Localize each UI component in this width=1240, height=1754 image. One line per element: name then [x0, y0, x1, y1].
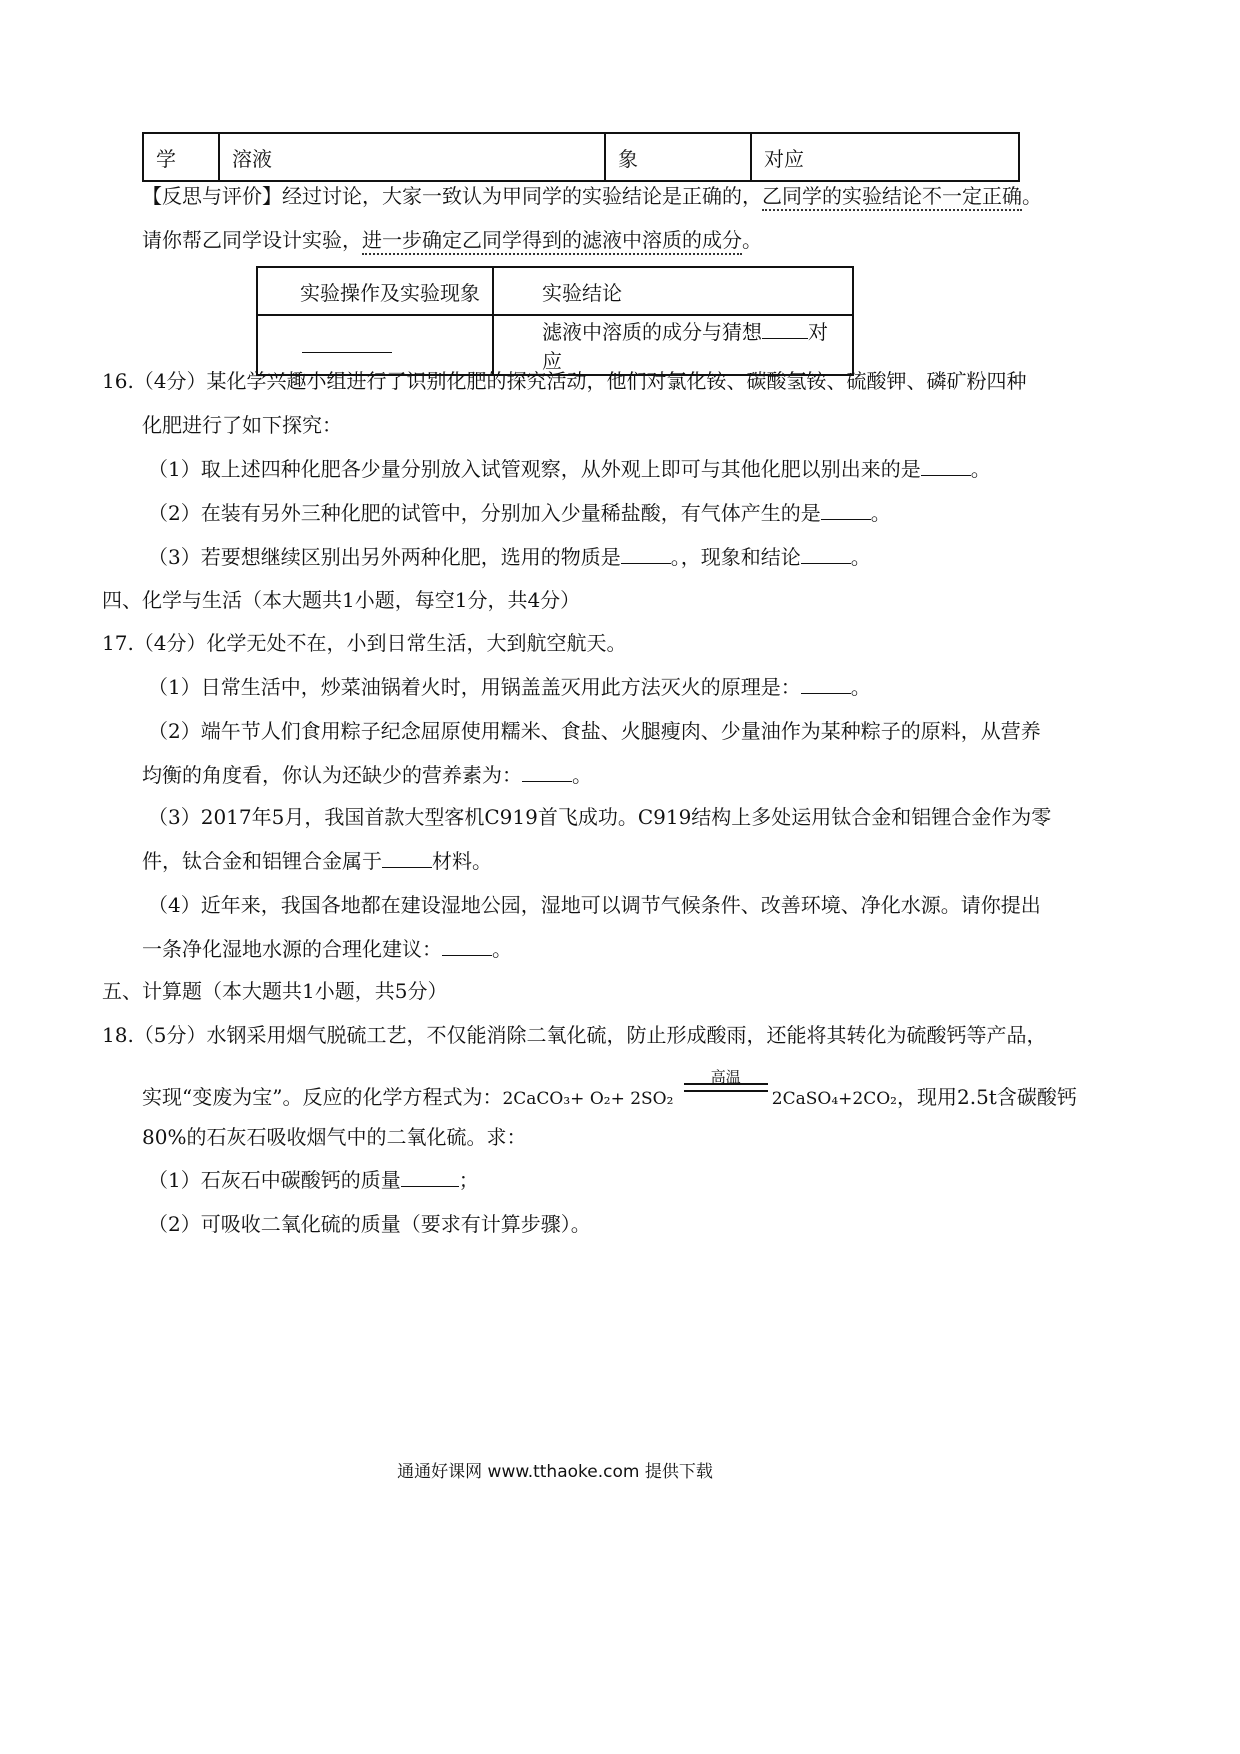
answer-blank — [442, 935, 492, 956]
dotted-emphasis: 乙同学的实验结论不一定正确 — [762, 184, 1022, 211]
q18-text: ，现用2.5t含碳酸钙 — [896, 1085, 1077, 1109]
q17-part-2-line-1: （2）端午节人们食用粽子纪念屈原使用糯米、食盐、火腿瘦肉、少量油作为某种粽子的原料，从营养 — [148, 719, 1041, 743]
reflection-text: 请你帮乙同学设计实验， — [142, 228, 362, 252]
punctuation: 。 — [850, 675, 871, 699]
q17-part-1-text: （1）日常生活中，炒菜油锅着火时，用锅盖盖灭用此方法灭火的原理是： — [148, 675, 801, 699]
q16-part-2 — [148, 499, 891, 527]
answer-blank — [621, 543, 671, 564]
answer-blank — [801, 543, 851, 564]
equation-left: 2CaCO₃+ O₂+ 2SO₂ — [502, 1089, 674, 1109]
punctuation: ； — [458, 1168, 479, 1192]
answer-blank — [302, 332, 392, 353]
section-5-heading: 五、计算题（本大题共1小题，共5分） — [102, 979, 448, 1003]
reflection-line-1 — [142, 182, 1042, 210]
punctuation: 。 — [970, 457, 991, 481]
reflection-text: 【反思与评价】经过讨论，大家一致认为甲同学的实验结论是正确的， — [142, 184, 762, 208]
punctuation: 。 — [870, 501, 891, 525]
answer-blank — [401, 1166, 459, 1187]
q18-part-2: （2）可吸收二氧化硫的质量（要求有计算步骤）。 — [148, 1212, 591, 1236]
top-table-cell: 学 — [143, 133, 219, 181]
q16-part-3-text: （3）若要想继续区别出另外两种化肥，选用的物质是 — [148, 545, 621, 569]
q16-part-3 — [148, 543, 871, 571]
design-table — [256, 266, 854, 376]
q16-stem-line-1: 16.（4分）某化学兴趣小组进行了识别化肥的探究活动，他们对氯化铵、碳酸氢铵、硫酸钾、磷矿粉四种 — [102, 369, 1027, 393]
answer-blank — [762, 318, 808, 339]
punctuation: 。 — [492, 937, 512, 961]
q17-part-3-text: 材料。 — [432, 849, 492, 873]
answer-blank — [522, 761, 572, 782]
q18-part-1 — [148, 1166, 479, 1194]
conclusion-text: 对应 — [542, 320, 828, 373]
q17-part-4-text: 一条净化湿地水源的合理化建议： — [142, 937, 442, 961]
design-header-operation: 实验操作及实验现象 — [257, 267, 493, 315]
top-table-cell: 溶液 — [219, 133, 605, 181]
q16-part-3-text: 。，现象和结论 — [670, 545, 801, 569]
q17-part-4-line-1: （4）近年来，我国各地都在建设湿地公园，湿地可以调节气候条件、改善环境、净化水源。请你提出 — [148, 893, 1041, 917]
reflection-text: 。 — [1022, 184, 1042, 208]
answer-blank — [921, 455, 971, 476]
q18-stem-line-1: 18.（5分）水钢采用烟气脱硫工艺，不仅能消除二氧化硫，防止形成酸雨，还能将其转化为硫酸钙等产品， — [102, 1023, 1047, 1047]
top-table-cell: 象 — [605, 133, 751, 181]
equation-right: 2CaSO₄+2CO₂ — [771, 1089, 897, 1109]
q16-part-1 — [148, 455, 991, 483]
top-table — [142, 132, 1020, 182]
q18-part-1-text: （1）石灰石中碳酸钙的质量 — [148, 1168, 401, 1192]
q16-part-2-text: （2）在装有另外三种化肥的试管中，分别加入少量稀盐酸，有气体产生的是 — [148, 501, 821, 525]
punctuation: 。 — [572, 763, 592, 787]
top-table-cell: 对应 — [751, 133, 1019, 181]
dotted-emphasis: 进一步确定乙同学得到的滤液中溶质的成分 — [362, 228, 742, 255]
q16-part-1-text: （1）取上述四种化肥各少量分别放入试管观察，从外观上即可与其他化肥以别出来的是 — [148, 457, 921, 481]
answer-blank — [801, 673, 851, 694]
q17-part-4-line-2 — [142, 935, 512, 963]
section-4-heading: 四、化学与生活（本大题共1小题，每空1分，共4分） — [102, 588, 581, 612]
equation-condition: 高温 — [710, 1068, 741, 1086]
design-conclusion-cell — [493, 315, 853, 375]
q18-text: 实现“变废为宝”。反应的化学方程式为： — [142, 1085, 503, 1109]
answer-blank — [382, 847, 432, 868]
q16-stem-line-2: 化肥进行了如下探究： — [142, 413, 342, 437]
q17-part-3-line-1: （3）2017年5月，我国首款大型客机C919首飞成功。C919结构上多处运用钛合金和铝锂合金作为零 — [148, 805, 1052, 829]
q17-stem: 17.（4分）化学无处不在，小到日常生活，大到航空航天。 — [102, 631, 627, 655]
reflection-text: 。 — [742, 228, 762, 252]
punctuation: 。 — [850, 545, 871, 569]
page-footer: 通通好课网 www.tthaoke.com 提供下载 — [397, 1462, 713, 1482]
design-header-conclusion: 实验结论 — [493, 267, 853, 315]
q18-stem-line-2 — [142, 1068, 1077, 1113]
q17-part-2-line-2 — [142, 761, 592, 789]
q17-part-2-text: 均衡的角度看，你认为还缺少的营养素为： — [142, 763, 522, 787]
double-line-icon — [684, 1083, 768, 1092]
q17-part-1 — [148, 673, 871, 701]
q17-part-3-text: 件，钛合金和铝锂合金属于 — [142, 849, 382, 873]
equation-arrow — [684, 1068, 768, 1113]
design-answer-cell — [257, 315, 493, 375]
answer-blank — [821, 499, 871, 520]
q17-part-3-line-2 — [142, 847, 492, 875]
reflection-line-2 — [142, 226, 762, 254]
conclusion-text: 滤液中溶质的成分与猜想 — [542, 320, 762, 344]
q18-stem-line-3: 80%的石灰石吸收烟气中的二氧化硫。求： — [142, 1125, 527, 1149]
